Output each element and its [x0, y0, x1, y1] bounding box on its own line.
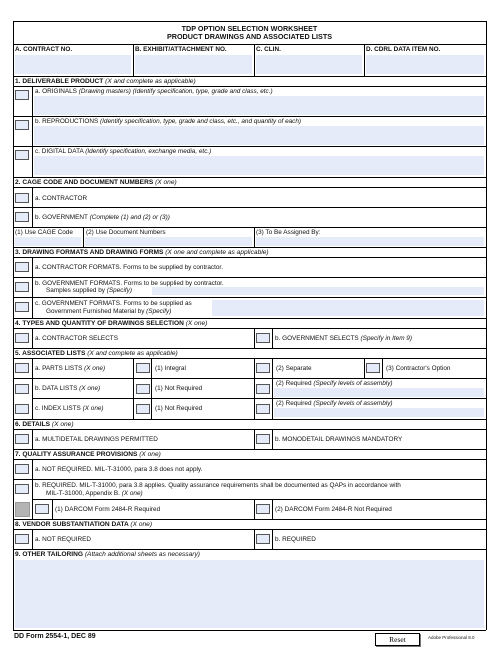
form-id: DD Form 2554-1, DEC 89	[14, 633, 96, 640]
index-lists-required-label: (2) Required (Specify levels of assembly)	[276, 400, 393, 407]
cage-government-checkbox[interactable]	[15, 212, 29, 222]
data-lists-levels-field[interactable]	[274, 388, 484, 397]
section-7-title: 7. QUALITY ASSURANCE PROVISIONS (X one)	[15, 451, 161, 458]
section-5-title: 5. ASSOCIATED LISTS (X and complete as applicable)	[15, 350, 178, 357]
parts-lists-checkbox[interactable]	[15, 363, 29, 373]
form-title: TDP OPTION SELECTION WORKSHEET	[181, 24, 318, 33]
cage-contractor-checkbox[interactable]	[15, 193, 29, 203]
clin-field[interactable]	[256, 55, 362, 74]
section-2-title: 2. CAGE CODE AND DOCUMENT NUMBERS (X one)	[15, 179, 177, 186]
digital-data-label: c. DIGITAL DATA (Identify specification, exchange media, etc.)	[35, 148, 212, 155]
monodetail-label: b. MONODETAIL DRAWINGS MANDATORY	[275, 436, 403, 443]
contractor-selects-checkbox[interactable]	[15, 333, 29, 343]
parts-contractor-option-label: (3) Contractor's Option	[386, 365, 451, 372]
contract-no-label: A. CONTRACT NO.	[15, 46, 73, 53]
cage-code-field[interactable]	[15, 237, 81, 246]
multidetail-checkbox[interactable]	[15, 434, 29, 444]
originals-label: a. ORIGINALS (Drawing masters) (Identify specification, type, grade and class, etc.)	[35, 88, 273, 95]
data-lists-required-label: (2) Required (Specify levels of assembly)	[276, 380, 393, 387]
parts-separate-label: (2) Separate	[276, 365, 312, 372]
use-cage-code-label: (1) Use CAGE Code	[15, 229, 73, 236]
section-8-title: 8. VENDOR SUBSTANTIATION DATA (X one)	[15, 521, 153, 528]
contract-no-field[interactable]	[15, 55, 131, 74]
section-1-title: 1. DELIVERABLE PRODUCT (X and complete as applicable)	[15, 78, 196, 85]
section-4-title: 4. TYPES AND QUANTITY OF DRAWINGS SELECTION (X one)	[15, 320, 208, 327]
section-3-title: 3. DRAWING FORMATS AND DRAWING FORMS (X one and complete as applicable)	[15, 249, 269, 256]
exhibit-label: B. EXHIBIT/ATTACHMENT NO.	[135, 46, 227, 53]
document-numbers-field[interactable]	[85, 237, 252, 246]
parts-lists-label: a. PARTS LISTS (X one)	[35, 365, 106, 372]
cage-government-label: b. GOVERNMENT (Complete (1) and (2) or (3))	[35, 214, 170, 221]
frame-bottom	[13, 630, 486, 631]
contractor-formats-checkbox[interactable]	[15, 262, 29, 272]
samples-supplied-field[interactable]	[152, 287, 484, 295]
assigned-by-field[interactable]	[256, 237, 484, 246]
to-be-assigned-label: (3) To Be Assigned By:	[256, 229, 321, 236]
darcom-required-checkbox[interactable]	[35, 504, 49, 514]
form-subtitle: PRODUCT DRAWINGS AND ASSOCIATED LISTS	[166, 32, 333, 41]
gfm-by-label: Government Furnished Material by (Specify)	[46, 308, 172, 315]
qa-required-label: b. REQUIRED. MIL-T-31000, para 3.8 applies. Quality assurance requirements shall be documented as QAPs in accordance with	[35, 482, 401, 489]
index-lists-not-required-checkbox[interactable]	[136, 404, 150, 414]
cdrl-field[interactable]	[366, 55, 484, 74]
parts-integral-checkbox[interactable]	[136, 363, 150, 373]
producer-label: Adobe Professional 8.0	[428, 635, 475, 640]
index-lists-checkbox[interactable]	[15, 404, 29, 414]
digital-data-checkbox[interactable]	[15, 150, 29, 160]
parts-integral-label: (1) Integral	[155, 365, 186, 372]
government-formats-gfm-label: c. GOVERNMENT FORMATS. Forms to be supplied as	[35, 300, 192, 307]
vendor-required-label: b. REQUIRED	[275, 536, 316, 543]
reproductions-checkbox[interactable]	[15, 120, 29, 130]
index-lists-not-required-label: (1) Not Required	[155, 405, 203, 412]
data-lists-not-required-label: (1) Not Required	[155, 385, 203, 392]
data-lists-checkbox[interactable]	[15, 384, 29, 394]
government-formats-contractor-checkbox[interactable]	[15, 282, 29, 292]
section-9-title: 9. OTHER TAILORING (Attach additional sheets as necessary)	[15, 551, 200, 558]
other-tailoring-field[interactable]	[15, 560, 484, 628]
qa-not-required-label: a. NOT REQUIRED. MIL-T-31000, para 3.8 does not apply.	[35, 466, 203, 473]
data-lists-required-checkbox[interactable]	[256, 384, 270, 394]
gfm-by-field[interactable]	[212, 300, 484, 316]
government-formats-contractor-label: b. GOVERNMENT FORMATS. Forms to be supplied by contractor.	[35, 280, 224, 287]
government-formats-gfm-checkbox[interactable]	[15, 302, 29, 312]
vendor-required-checkbox[interactable]	[256, 534, 270, 544]
qa-not-required-checkbox[interactable]	[15, 464, 29, 474]
use-document-numbers-label: (2) Use Document Numbers	[86, 229, 166, 236]
government-selects-checkbox[interactable]	[256, 333, 270, 343]
parts-separate-checkbox[interactable]	[256, 363, 270, 373]
index-lists-label: c. INDEX LISTS (X one)	[35, 405, 104, 412]
vendor-not-required-checkbox[interactable]	[15, 534, 29, 544]
qa-required-checkbox[interactable]	[15, 484, 29, 494]
vendor-not-required-label: a. NOT REQUIRED	[35, 536, 91, 543]
section-6-title: 6. DETAILS (X one)	[15, 421, 74, 428]
exhibit-field[interactable]	[135, 55, 252, 74]
originals-field[interactable]	[34, 96, 484, 115]
data-lists-label: b. DATA LISTS (X one)	[35, 385, 101, 392]
multidetail-label: a. MULTIDETAIL DRAWINGS PERMITTED	[35, 436, 158, 443]
frame-left	[13, 21, 14, 630]
frame-top	[13, 21, 486, 22]
data-lists-not-required-checkbox[interactable]	[136, 384, 150, 394]
originals-checkbox[interactable]	[15, 90, 29, 100]
frame-right	[486, 21, 487, 630]
contractor-selects-label: a. CONTRACTOR SELECTS	[35, 335, 118, 342]
clin-label: C. CLIN.	[256, 46, 281, 53]
qa-appendix-label: MIL-T-31000, Appendix B. (X one)	[46, 490, 143, 497]
qa-disabled-cell	[15, 502, 30, 517]
reset-button[interactable]: Reset	[375, 633, 420, 646]
cage-contractor-label: a. CONTRACTOR	[35, 195, 88, 202]
index-lists-required-checkbox[interactable]	[256, 404, 270, 414]
reproductions-field[interactable]	[34, 126, 484, 145]
cdrl-label: D. CDRL DATA ITEM NO.	[366, 46, 441, 53]
reproductions-label: b. REPRODUCTIONS (Identify specification, type, grade and class, etc., and quantity of each)	[35, 118, 302, 125]
index-lists-levels-field[interactable]	[274, 408, 484, 417]
parts-contractor-option-checkbox[interactable]	[366, 363, 380, 373]
monodetail-checkbox[interactable]	[256, 434, 270, 444]
digital-data-field[interactable]	[34, 156, 484, 175]
darcom-required-label: (1) DARCOM Form 2484-R Required	[55, 506, 161, 513]
darcom-not-required-label: (2) DARCOM Form 2484-R Not Required	[275, 506, 392, 513]
contractor-formats-label: a. CONTRACTOR FORMATS. Forms to be supplied by contractor.	[35, 264, 223, 271]
samples-supplied-label: Samples supplied by (Specify)	[46, 287, 132, 294]
government-selects-label: b. GOVERNMENT SELECTS (Specify in Item 9)	[275, 335, 412, 342]
darcom-not-required-checkbox[interactable]	[256, 504, 270, 514]
